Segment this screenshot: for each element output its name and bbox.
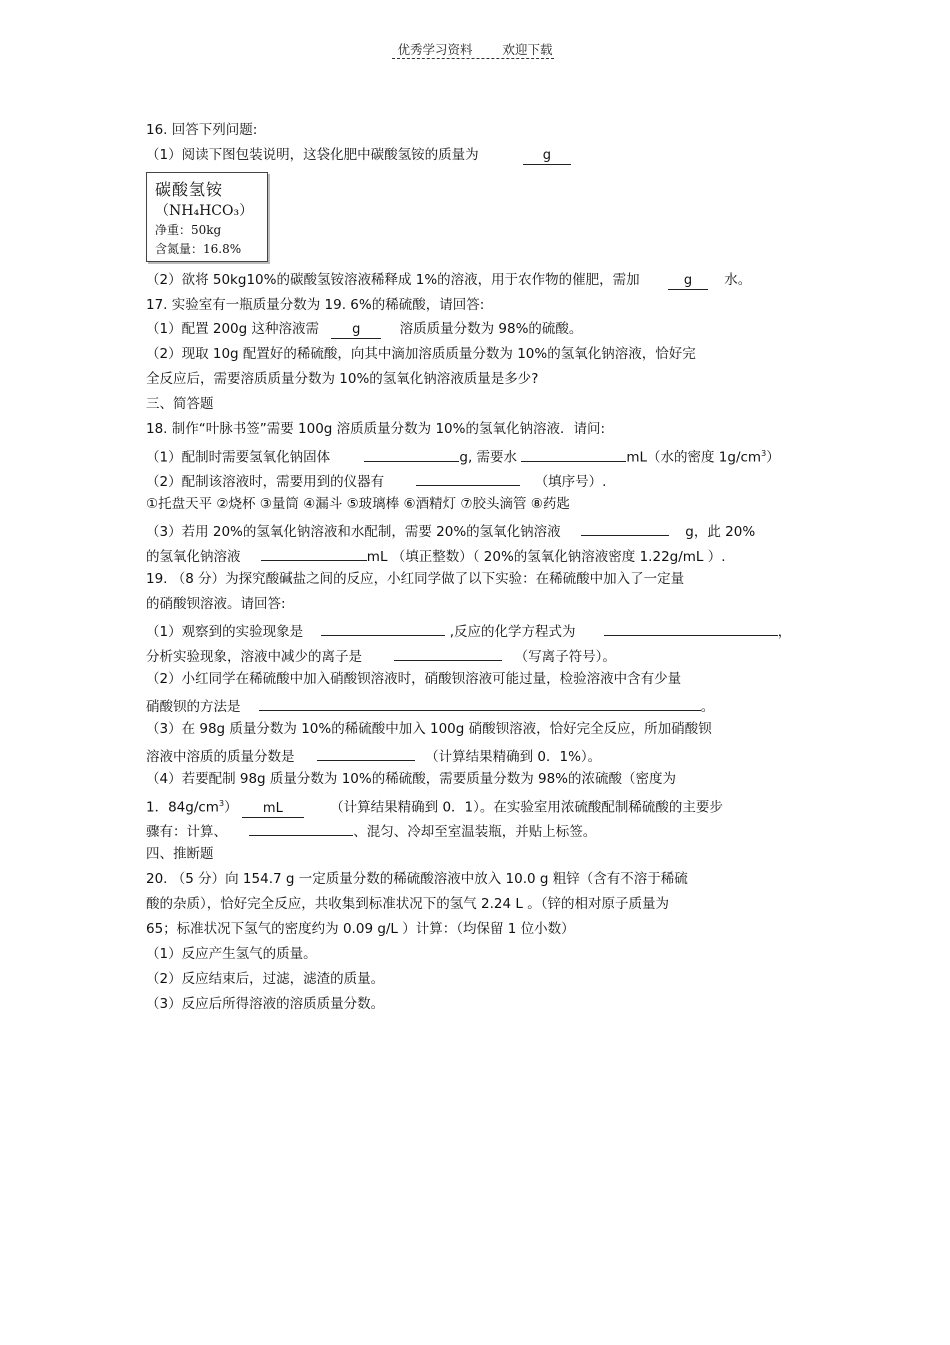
q16-p2-text: （2）欲将 50kg10%的碳酸氢铵溶液稀释成 1%的溶液，用于农作物的催肥，需加 xyxy=(146,272,640,288)
header-right: 欢迎下载 xyxy=(502,42,553,57)
q19-p4-c: ） xyxy=(224,799,238,816)
q17-part2-line2: 全反应后，需要溶质质量分数为 10%的氢氧化钠溶液质量是多少? xyxy=(146,371,539,387)
q18-part2 xyxy=(146,469,606,492)
q19-ion-blank[interactable] xyxy=(394,644,502,661)
page-header xyxy=(0,40,950,58)
q19-p4-sup: 3 xyxy=(218,799,225,808)
q18-water-blank[interactable] xyxy=(521,445,626,462)
q19-p3-c: （计算结果精确到 0．1%）。 xyxy=(425,749,602,765)
q19-part4-line1: （4）若要配制 98g 质量分数为 10%的稀硫酸，需要质量分数为 98%的浓硫酸（密度为 xyxy=(146,771,677,787)
q18-p1-end: ） xyxy=(766,449,780,466)
q19-p4-f: 、混匀、冷却至室温装瓶，并贴上标签。 xyxy=(353,824,597,840)
label-net-weight: 净重：50kg xyxy=(155,223,222,237)
q19-p4-d: （计算结果精确到 0．1）。在实验室用浓硫酸配制稀硫酸的主要步 xyxy=(330,799,723,816)
q17-part1 xyxy=(146,319,582,339)
q18-instrument-list: ①托盘天平 ②烧杯 ③量筒 ④漏斗 ⑤玻璃棒 ⑥酒精灯 ⑦胶头滴管 ⑧药匙 xyxy=(146,496,570,512)
q19-p3-b: 溶液中溶质的质量分数是 xyxy=(146,749,295,765)
q18-p1-sup: 3 xyxy=(761,449,767,458)
label-formula: （NH₄HCO₃） xyxy=(155,203,254,219)
q18-naoh-blank[interactable] xyxy=(364,445,459,462)
q17-p1-a: （1）配置 200g 这种溶液需 xyxy=(146,321,320,337)
q19-part1-line1 xyxy=(146,619,791,642)
q17-part2-line1: （2）现取 10g 配置好的稀硫酸，向其中滴加溶质质量分数为 10%的氢氧化钠溶液，恰好完 xyxy=(146,346,696,362)
q19-part2-line2 xyxy=(146,694,714,717)
header-left: 优秀学习资料 xyxy=(397,42,473,57)
q18-p2-a: （2）配制该溶液时，需要用到的仪器有 xyxy=(146,474,385,490)
q18-p1-u1: g, 需要水 xyxy=(459,449,518,466)
q19-head2: 的硝酸钡溶液。请回答: xyxy=(146,596,286,612)
q18-p3-a: （3）若用 20%的氢氧化钠溶液和水配制，需要 20%的氢氧化钠溶液 xyxy=(146,524,561,540)
q16-part2 xyxy=(146,270,751,290)
q20-line1: 20. （5 分）向 154.7 g 一定质量分数的稀硫酸溶液中放入 10.0 g 粗锌（含有不溶于稀硫 xyxy=(146,871,688,887)
q19-method-blank[interactable] xyxy=(259,694,701,711)
q18-part3-line2 xyxy=(146,544,726,567)
q17-p1-b: 溶质质量分数为 98%的硫酸。 xyxy=(399,321,583,337)
q17-p1-blank[interactable]: g xyxy=(331,322,381,339)
q19-p1-a: （1）观察到的实验现象是 xyxy=(146,624,304,640)
fertilizer-bag-label xyxy=(146,172,268,262)
q19-step-blank[interactable] xyxy=(249,819,353,836)
q16-head: 16. 回答下列问题: xyxy=(146,122,258,138)
q18-p3-d: mL （填正整数）（ 20%的氢氧化钠溶液密度 1.22g/mL ）. xyxy=(366,549,726,565)
section-4-title: 四、推断题 xyxy=(146,846,214,862)
q19-fraction-blank[interactable] xyxy=(317,744,415,761)
q18-mass-blank[interactable] xyxy=(581,519,669,536)
q20-line2: 酸的杂质），恰好完全反应，共收集到标准状况下的氢气 2.24 L 。（锌的相对原子质量为 xyxy=(146,896,669,912)
q19-p1-c: ， xyxy=(777,624,792,640)
header-divider xyxy=(392,58,554,59)
q17-head: 17. 实验室有一瓶质量分数为 19. 6%的稀硫酸，请回答: xyxy=(146,297,485,313)
q18-part3-line1 xyxy=(146,519,755,542)
label-nitrogen: 含氮量：16.8% xyxy=(155,242,242,256)
q20-sub1: （1）反应产生氢气的质量。 xyxy=(146,946,317,962)
q19-p1-d: 分析实验现象，溶液中减少的离子是 xyxy=(146,649,362,665)
q19-part3-line1: （3）在 98g 质量分数为 10%的稀硫酸中加入 100g 硝酸钡溶液，恰好完全反应，所加硝酸钡 xyxy=(146,721,712,737)
section-3-title: 三、简答题 xyxy=(146,396,214,412)
q19-p1-e: （写离子符号）。 xyxy=(514,649,616,665)
q19-equation-blank[interactable] xyxy=(604,619,778,636)
q18-p3-c: 的氢氧化钠溶液 xyxy=(146,549,241,565)
q18-p2-b: （填序号）. xyxy=(534,474,607,490)
q19-p1-b: ,反应的化学方程式为 xyxy=(449,624,576,640)
q19-p4-e: 骤有：计算、 xyxy=(146,824,227,840)
q19-p4-b: 1．84g/cm xyxy=(146,799,219,816)
q19-part4-line3 xyxy=(146,819,596,842)
q18-instruments-blank[interactable] xyxy=(416,469,520,486)
q19-part3-line2 xyxy=(146,744,601,767)
q20-sub3: （3）反应后所得溶液的溶质质量分数。 xyxy=(146,996,385,1012)
q16-p2-end: 水。 xyxy=(724,272,752,288)
q16-p1-blank[interactable]: g xyxy=(523,148,571,165)
q19-part4-line2 xyxy=(146,794,723,818)
q20-line3: 65；标准状况下氢气的密度约为 0.09 g/L ）计算：（均保留 1 位小数） xyxy=(146,921,575,937)
q19-part2-line1: （2）小红同学在稀硫酸中加入硝酸钡溶液时，硝酸钡溶液可能过量，检验溶液中含有少量 xyxy=(146,671,682,687)
q19-phenomenon-blank[interactable] xyxy=(321,619,445,636)
q19-p2-b: 硝酸钡的方法是 xyxy=(146,699,241,715)
q19-p2-c: 。 xyxy=(700,699,715,715)
q19-volume-blank[interactable]: mL xyxy=(242,801,304,818)
q18-p3-b: g，此 20% xyxy=(685,524,756,540)
q18-head: 18. 制作“叶脉书签”需要 100g 溶质质量分数为 10%的氢氧化钠溶液．请问: xyxy=(146,421,606,437)
q20-sub2: （2）反应结束后，过滤，滤渣的质量。 xyxy=(146,971,385,987)
q18-p1-a: （1）配制时需要氢氧化钠固体 xyxy=(146,449,331,466)
q16-p2-blank[interactable]: g xyxy=(668,273,708,290)
q18-p1-u2: mL（水的密度 1g/cm xyxy=(626,449,762,466)
q19-head: 19. （8 分）为探究酸碱盐之间的反应，小红同学做了以下实验：在稀硫酸中加入了一定量 xyxy=(146,571,685,587)
label-title: 碳酸氢铵 xyxy=(155,180,224,199)
q18-part1 xyxy=(146,444,780,468)
q16-part1 xyxy=(146,145,571,165)
q16-p1-text: （1）阅读下图包装说明，这袋化肥中碳酸氢铵的质量为 xyxy=(146,147,479,163)
q19-part1-line2 xyxy=(146,644,616,667)
q18-volume-blank[interactable] xyxy=(261,544,367,561)
